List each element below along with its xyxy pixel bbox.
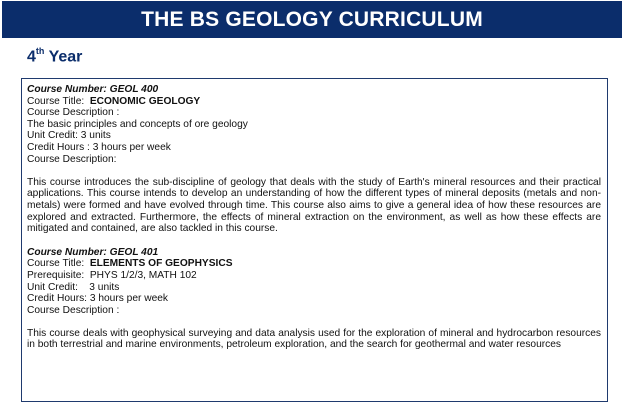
- unit-credit-value: 3 units: [89, 281, 120, 293]
- course-long-desc: This course introduces the sub-discipline of geology that deals with the study of Earth's mineral resources and their practical applications. This course intends to develop an understanding of how the different types of mineral deposits (metals and non-metals) were formed and have evolved through time. This course also aims to give a general idea of how these resources are explored and extracted. Furthermore, the effects of mineral extraction on the environment, as well as how these effects are mitigated and contained, are also tackled in this course.: [27, 176, 601, 235]
- course-title: ELEMENTS OF GEOPHYSICS: [89, 258, 233, 270]
- course-number-label: Course Number:: [27, 246, 107, 258]
- course-number: GEOL 400: [109, 84, 159, 95]
- banner-title: THE BS GEOLOGY CURRICULUM: [141, 7, 483, 31]
- year-label: Year: [48, 48, 83, 66]
- unit-credit-label: Unit Credit:: [27, 130, 78, 142]
- course-number-label: Course Number:: [27, 84, 107, 95]
- year-number: 4: [27, 48, 36, 66]
- prerequisite-line: [27, 270, 601, 282]
- credit-hours-label: Credit Hours: [27, 141, 85, 153]
- unit-credit-value: 3 units: [80, 130, 111, 142]
- prerequisite-value: PHYS 1/2/3, MATH 102: [89, 269, 197, 281]
- prerequisite-label: Prerequisite:: [27, 269, 85, 281]
- course-short-desc: The basic principles and concepts of ore geology: [27, 118, 248, 130]
- course-title-label: Course Title:: [27, 95, 85, 107]
- credit-hours-label: Credit Hours:: [27, 293, 88, 305]
- course-desc-label: Course Description :: [27, 304, 120, 316]
- course-long-desc: This course deals with geophysical surveying and data analysis used for the exploration of mineral and hydrocarbon resources in both terrestrial and marine environments, petroleum exploration, and the search for geothermal and water resources: [27, 327, 601, 351]
- year-heading: [27, 47, 82, 66]
- credit-hours-line: Credit Hours : 3 hours per week: [27, 141, 171, 153]
- credit-hours-value: 3 hours per week: [92, 141, 171, 153]
- course-number-line: [27, 247, 601, 259]
- course-number-line: [27, 84, 601, 96]
- course-block-geol401: [27, 247, 601, 351]
- course-title-line: [27, 96, 601, 108]
- course-title: ECONOMIC GEOLOGY: [89, 95, 201, 107]
- course-desc-label: Course Description :: [27, 107, 120, 119]
- course-number: GEOL 401: [109, 246, 159, 258]
- course-block-geol400: [27, 84, 601, 235]
- credit-hours-value: 3 hours per week: [89, 293, 169, 305]
- unit-credit-line: [27, 282, 601, 294]
- course-list-box: [21, 78, 608, 402]
- year-suffix: th: [35, 46, 45, 56]
- page-banner: [2, 1, 622, 38]
- unit-credit-line: [27, 130, 601, 142]
- course-title-label: Course Title:: [27, 258, 85, 270]
- credit-hours-line: [27, 293, 601, 305]
- course-title-line: [27, 258, 601, 270]
- course-desc-label-2: Course Description:: [27, 153, 117, 165]
- unit-credit-label: Unit Credit:: [27, 281, 78, 293]
